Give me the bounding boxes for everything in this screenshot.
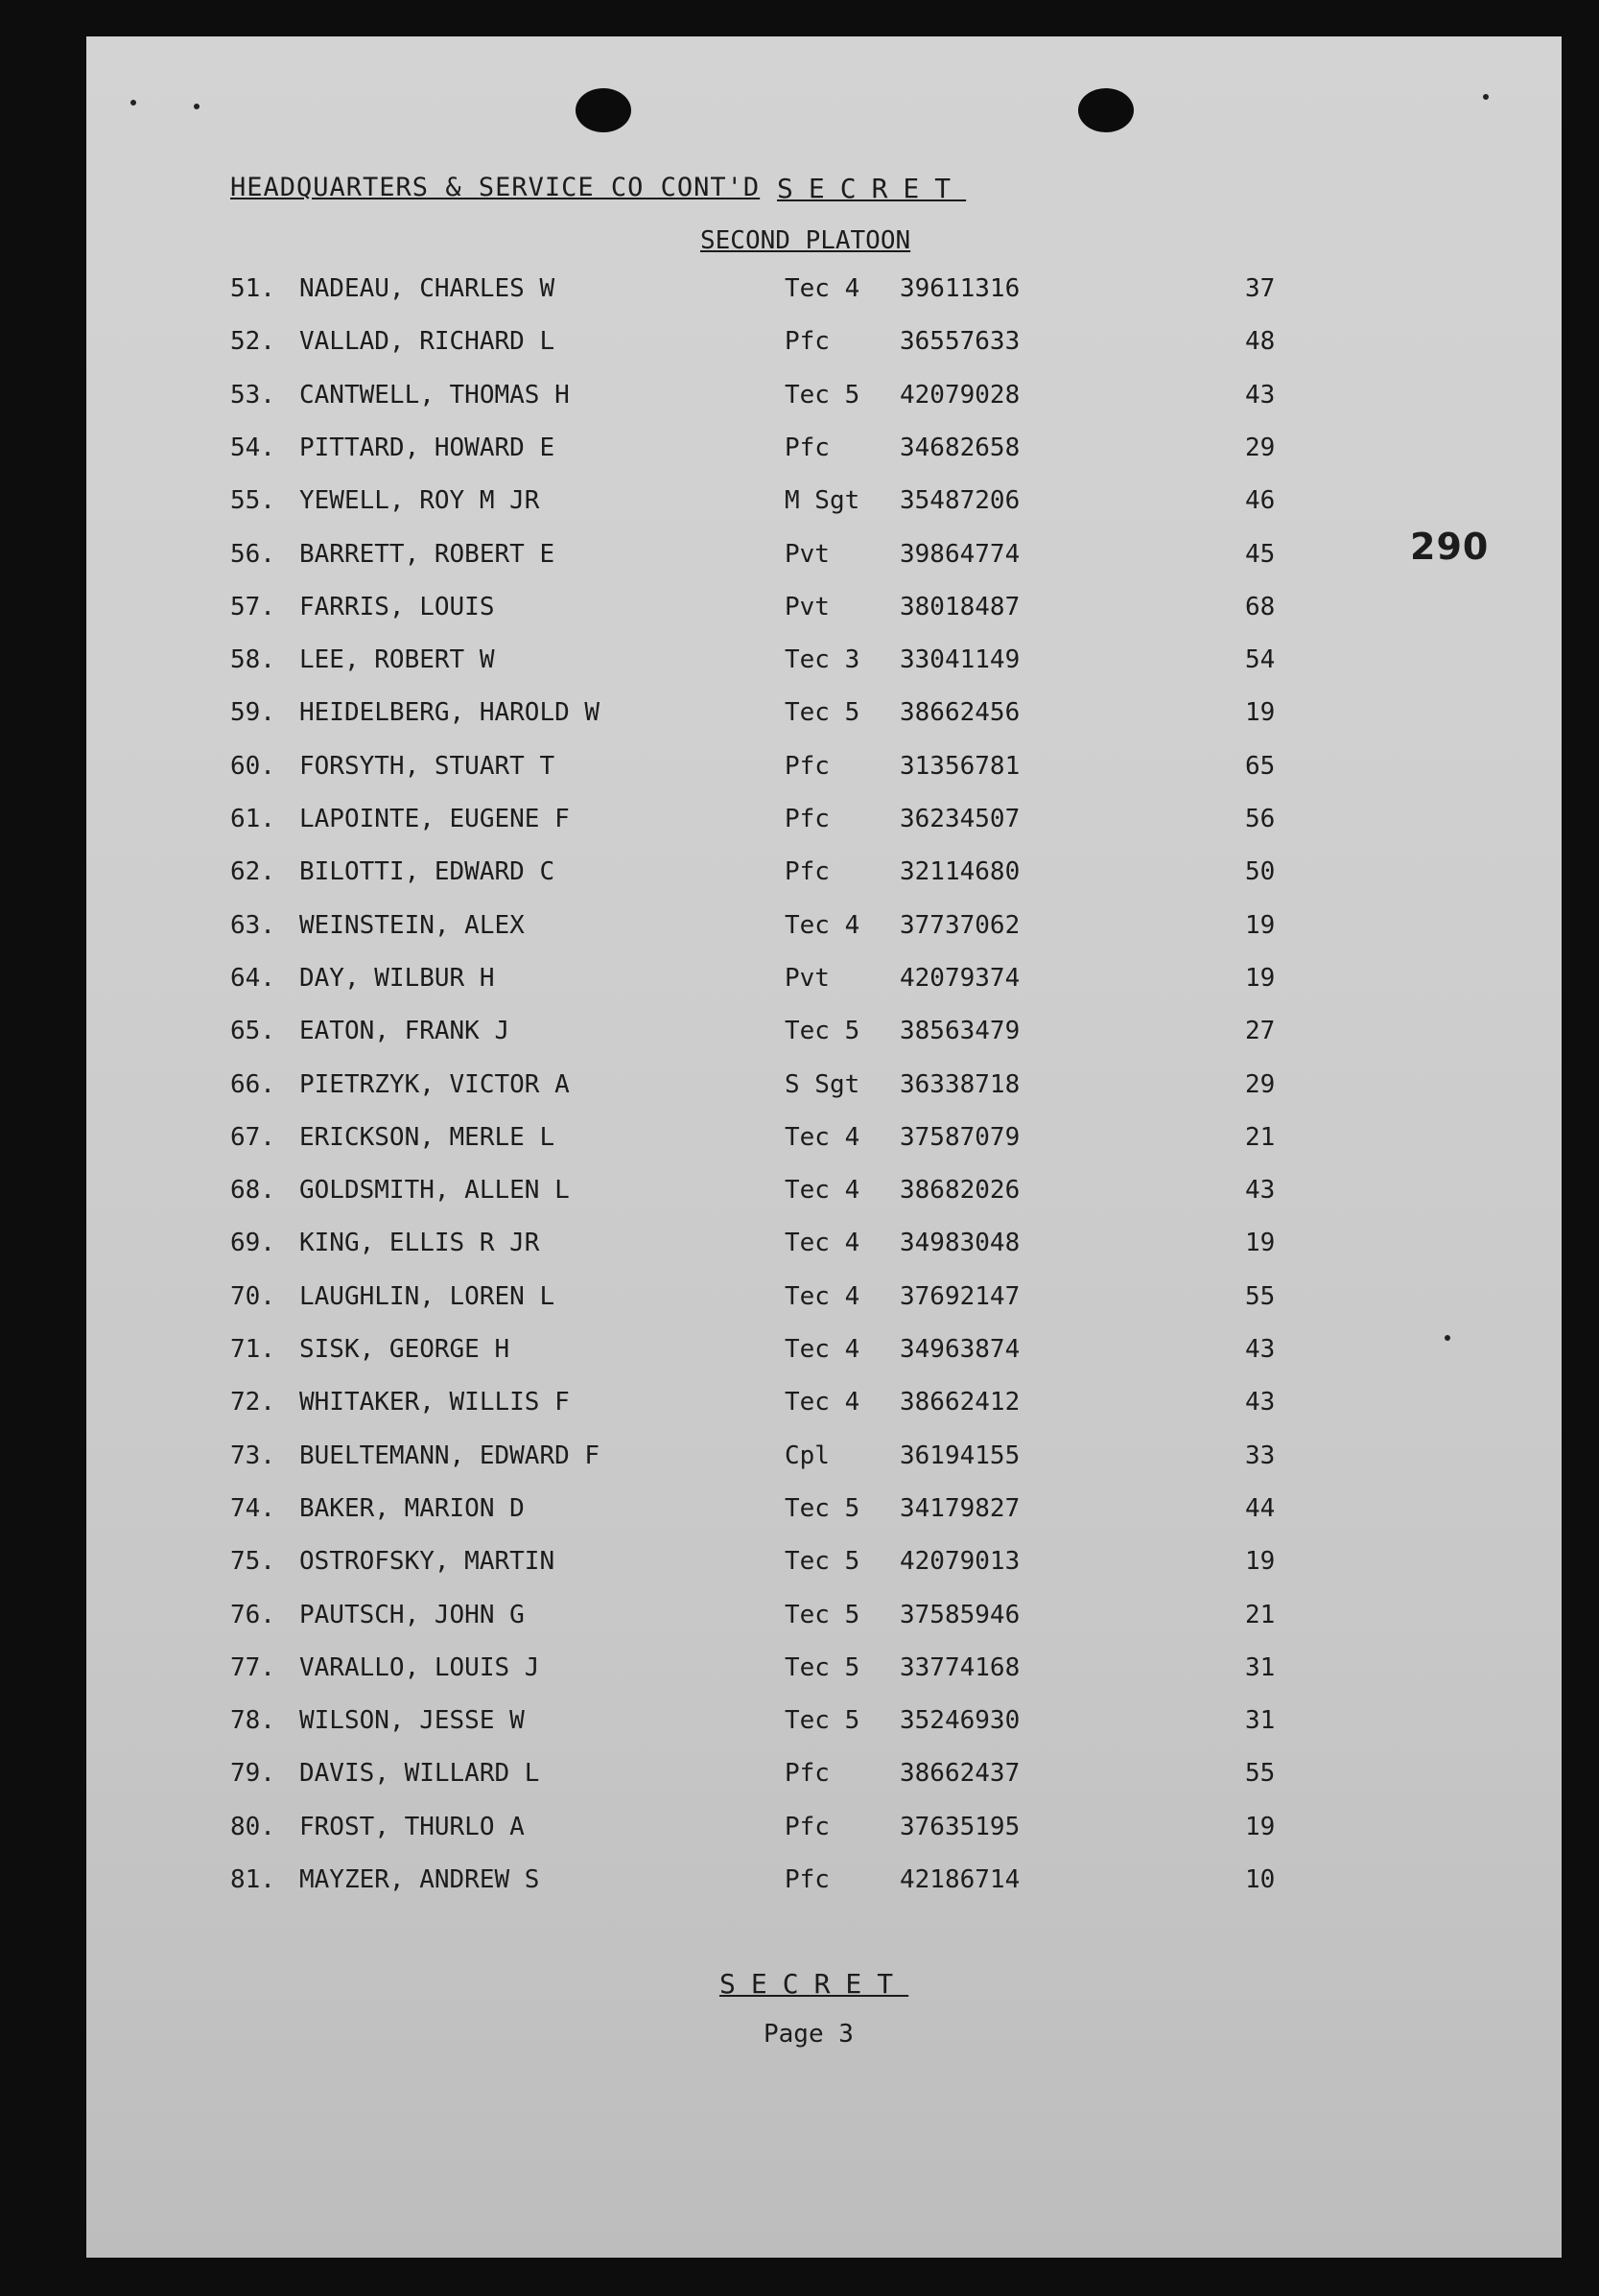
rank: Tec 5 xyxy=(785,698,860,728)
soldier-name: FROST, THURLO A xyxy=(299,1812,525,1841)
soldier-name: NADEAU, CHARLES W xyxy=(299,274,555,303)
rank: S Sgt xyxy=(785,1069,860,1099)
roster-row xyxy=(86,645,1562,693)
soldier-name: BILOTTI, EDWARD C xyxy=(299,857,555,887)
age: 43 xyxy=(1245,1388,1276,1417)
serial-number: 34963874 xyxy=(900,1335,1021,1364)
row-number: 51. xyxy=(230,274,275,303)
serial-number: 39611316 xyxy=(900,274,1021,303)
rank: M Sgt xyxy=(785,486,860,516)
soldier-name: YEWELL, ROY M JR xyxy=(299,486,540,516)
rank: Pfc xyxy=(785,433,830,462)
soldier-name: WILSON, JESSE W xyxy=(299,1706,525,1736)
serial-number: 38018487 xyxy=(900,592,1021,621)
rank: Tec 5 xyxy=(785,1706,860,1736)
soldier-name: LAUGHLIN, LOREN L xyxy=(299,1281,555,1311)
row-number: 81. xyxy=(230,1865,275,1894)
roster-row xyxy=(86,1070,1562,1118)
roster-row xyxy=(86,540,1562,588)
soldier-name: BUELTEMANN, EDWARD F xyxy=(299,1441,600,1470)
roster-row xyxy=(86,327,1562,375)
soldier-name: WEINSTEIN, ALEX xyxy=(299,910,525,940)
age: 29 xyxy=(1245,433,1276,462)
row-number: 78. xyxy=(230,1706,275,1736)
rank: Pfc xyxy=(785,751,830,781)
soldier-name: EATON, FRANK J xyxy=(299,1017,510,1046)
age: 19 xyxy=(1245,1812,1276,1841)
row-number: 69. xyxy=(230,1229,275,1258)
age: 44 xyxy=(1245,1493,1276,1523)
age: 37 xyxy=(1245,274,1276,303)
serial-number: 42079374 xyxy=(900,963,1021,993)
soldier-name: VALLAD, RICHARD L xyxy=(299,327,555,357)
roster-row xyxy=(86,805,1562,853)
document-page xyxy=(86,36,1562,2258)
age: 19 xyxy=(1245,698,1276,728)
roster-row xyxy=(86,593,1562,641)
serial-number: 39864774 xyxy=(900,539,1021,569)
serial-number: 34682658 xyxy=(900,433,1021,462)
serial-number: 36194155 xyxy=(900,1441,1021,1470)
age: 43 xyxy=(1245,1176,1276,1206)
rank: Pfc xyxy=(785,805,830,833)
row-number: 71. xyxy=(230,1335,275,1364)
serial-number: 33774168 xyxy=(900,1652,1021,1682)
soldier-name: WHITAKER, WILLIS F xyxy=(299,1388,570,1417)
row-number: 63. xyxy=(230,910,275,940)
serial-number: 38662412 xyxy=(900,1388,1021,1417)
serial-number: 37737062 xyxy=(900,910,1021,940)
rank: Tec 4 xyxy=(785,1176,860,1206)
soldier-name: BARRETT, ROBERT E xyxy=(299,539,555,569)
age: 48 xyxy=(1245,327,1276,357)
row-number: 59. xyxy=(230,698,275,728)
age: 31 xyxy=(1245,1652,1276,1682)
row-number: 60. xyxy=(230,751,275,781)
age: 68 xyxy=(1245,592,1276,621)
soldier-name: HEIDELBERG, HAROLD W xyxy=(299,698,600,728)
age: 19 xyxy=(1245,1229,1276,1258)
age: 19 xyxy=(1245,1547,1276,1577)
rank: Pvt xyxy=(785,963,830,993)
row-number: 65. xyxy=(230,1017,275,1046)
rank: Tec 5 xyxy=(785,1493,860,1523)
age: 21 xyxy=(1245,1600,1276,1629)
row-number: 74. xyxy=(230,1493,275,1523)
rank: Tec 5 xyxy=(785,1547,860,1577)
rank: Tec 4 xyxy=(785,1229,860,1258)
roster-row xyxy=(86,1865,1562,1913)
rank: Tec 4 xyxy=(785,1122,860,1152)
serial-number: 34983048 xyxy=(900,1229,1021,1258)
row-number: 80. xyxy=(230,1812,275,1841)
row-number: 61. xyxy=(230,805,275,833)
rank: Pfc xyxy=(785,857,830,887)
roster-row xyxy=(86,1176,1562,1224)
speck xyxy=(1483,94,1489,100)
serial-number: 31356781 xyxy=(900,751,1021,781)
row-number: 76. xyxy=(230,1600,275,1629)
classification-top: SECRET xyxy=(777,173,967,204)
roster-row xyxy=(86,1388,1562,1436)
serial-number: 36234507 xyxy=(900,805,1021,833)
age: 27 xyxy=(1245,1017,1276,1046)
age: 19 xyxy=(1245,910,1276,940)
age: 50 xyxy=(1245,857,1276,887)
rank: Tec 5 xyxy=(785,380,860,410)
serial-number: 38563479 xyxy=(900,1017,1021,1046)
row-number: 54. xyxy=(230,433,275,462)
page-number: Page 3 xyxy=(764,2020,854,2049)
soldier-name: LAPOINTE, EUGENE F xyxy=(299,805,570,833)
row-number: 66. xyxy=(230,1069,275,1099)
row-number: 52. xyxy=(230,327,275,357)
serial-number: 36557633 xyxy=(900,327,1021,357)
soldier-name: PAUTSCH, JOHN G xyxy=(299,1600,525,1629)
row-number: 55. xyxy=(230,486,275,516)
age: 56 xyxy=(1245,805,1276,833)
classification-bottom: SECRET xyxy=(719,1968,909,2000)
soldier-name: KING, ELLIS R JR xyxy=(299,1229,540,1258)
speck xyxy=(194,104,200,109)
serial-number: 36338718 xyxy=(900,1069,1021,1099)
row-number: 73. xyxy=(230,1441,275,1470)
rank: Cpl xyxy=(785,1441,830,1470)
roster-row xyxy=(86,1601,1562,1649)
serial-number: 35487206 xyxy=(900,486,1021,516)
rank: Pfc xyxy=(785,1759,830,1789)
roster-row xyxy=(86,911,1562,959)
age: 29 xyxy=(1245,1069,1276,1099)
rank: Pvt xyxy=(785,539,830,569)
age: 55 xyxy=(1245,1281,1276,1311)
roster-row xyxy=(86,1759,1562,1807)
roster-row xyxy=(86,1123,1562,1171)
stamp-number: 290 xyxy=(1410,526,1490,568)
rank: Tec 4 xyxy=(785,1281,860,1311)
rank: Tec 5 xyxy=(785,1652,860,1682)
serial-number: 42079013 xyxy=(900,1547,1021,1577)
row-number: 77. xyxy=(230,1652,275,1682)
row-number: 70. xyxy=(230,1281,275,1311)
age: 43 xyxy=(1245,1335,1276,1364)
soldier-name: ERICKSON, MERLE L xyxy=(299,1122,555,1152)
rank: Pvt xyxy=(785,592,830,621)
soldier-name: DAVIS, WILLARD L xyxy=(299,1759,540,1789)
row-number: 75. xyxy=(230,1547,275,1577)
soldier-name: GOLDSMITH, ALLEN L xyxy=(299,1176,570,1206)
serial-number: 42079028 xyxy=(900,380,1021,410)
soldier-name: FARRIS, LOUIS xyxy=(299,592,495,621)
document-title: HEADQUARTERS & SERVICE CO CONT'D xyxy=(230,173,761,202)
row-number: 56. xyxy=(230,539,275,569)
soldier-name: OSTROFSKY, MARTIN xyxy=(299,1547,555,1577)
roster-row xyxy=(86,433,1562,481)
age: 31 xyxy=(1245,1706,1276,1736)
roster-row xyxy=(86,752,1562,800)
serial-number: 42186714 xyxy=(900,1865,1021,1894)
age: 19 xyxy=(1245,963,1276,993)
serial-number: 37692147 xyxy=(900,1281,1021,1311)
age: 33 xyxy=(1245,1441,1276,1470)
serial-number: 37635195 xyxy=(900,1812,1021,1841)
serial-number: 38662437 xyxy=(900,1759,1021,1789)
punch-hole-left xyxy=(576,88,631,132)
rank: Tec 4 xyxy=(785,274,860,303)
rank: Tec 3 xyxy=(785,645,860,675)
roster-row xyxy=(86,1229,1562,1277)
roster-row xyxy=(86,964,1562,1012)
age: 45 xyxy=(1245,539,1276,569)
age: 10 xyxy=(1245,1865,1276,1894)
roster-row xyxy=(86,1282,1562,1330)
row-number: 58. xyxy=(230,645,275,675)
punch-hole-right xyxy=(1078,88,1134,132)
row-number: 53. xyxy=(230,380,275,410)
roster-row xyxy=(86,698,1562,746)
roster-row xyxy=(86,1017,1562,1065)
roster-row xyxy=(86,1335,1562,1383)
soldier-name: PIETRZYK, VICTOR A xyxy=(299,1069,570,1099)
soldier-name: FORSYTH, STUART T xyxy=(299,751,555,781)
age: 46 xyxy=(1245,486,1276,516)
roster-row xyxy=(86,381,1562,429)
soldier-name: CANTWELL, THOMAS H xyxy=(299,380,570,410)
row-number: 68. xyxy=(230,1176,275,1206)
roster-row xyxy=(86,1813,1562,1861)
serial-number: 37587079 xyxy=(900,1122,1021,1152)
rank: Tec 4 xyxy=(785,1335,860,1364)
soldier-name: PITTARD, HOWARD E xyxy=(299,433,555,462)
serial-number: 38682026 xyxy=(900,1176,1021,1206)
row-number: 62. xyxy=(230,857,275,887)
age: 43 xyxy=(1245,380,1276,410)
soldier-name: MAYZER, ANDREW S xyxy=(299,1865,540,1894)
rank: Pfc xyxy=(785,327,830,357)
row-number: 64. xyxy=(230,963,275,993)
soldier-name: BAKER, MARION D xyxy=(299,1493,525,1523)
rank: Pfc xyxy=(785,1812,830,1841)
soldier-name: SISK, GEORGE H xyxy=(299,1335,510,1364)
soldier-name: VARALLO, LOUIS J xyxy=(299,1652,540,1682)
serial-number: 32114680 xyxy=(900,857,1021,887)
roster-row xyxy=(86,1494,1562,1542)
row-number: 72. xyxy=(230,1388,275,1417)
roster-row xyxy=(86,1547,1562,1595)
age: 55 xyxy=(1245,1759,1276,1789)
roster-row xyxy=(86,274,1562,322)
roster-row xyxy=(86,1441,1562,1489)
soldier-name: LEE, ROBERT W xyxy=(299,645,495,675)
serial-number: 33041149 xyxy=(900,645,1021,675)
rank: Tec 4 xyxy=(785,910,860,940)
soldier-name: DAY, WILBUR H xyxy=(299,963,495,993)
row-number: 57. xyxy=(230,592,275,621)
serial-number: 35246930 xyxy=(900,1706,1021,1736)
platoon-heading: SECOND PLATOON xyxy=(700,226,911,255)
serial-number: 38662456 xyxy=(900,698,1021,728)
rank: Tec 5 xyxy=(785,1017,860,1046)
row-number: 79. xyxy=(230,1759,275,1789)
rank: Pfc xyxy=(785,1865,830,1894)
serial-number: 37585946 xyxy=(900,1600,1021,1629)
roster-row xyxy=(86,486,1562,534)
age: 54 xyxy=(1245,645,1276,675)
roster-row xyxy=(86,857,1562,905)
speck xyxy=(130,100,136,105)
row-number: 67. xyxy=(230,1122,275,1152)
roster-row xyxy=(86,1706,1562,1754)
age: 65 xyxy=(1245,751,1276,781)
age: 21 xyxy=(1245,1122,1276,1152)
serial-number: 34179827 xyxy=(900,1493,1021,1523)
rank: Tec 5 xyxy=(785,1600,860,1629)
rank: Tec 4 xyxy=(785,1388,860,1417)
roster-row xyxy=(86,1653,1562,1701)
